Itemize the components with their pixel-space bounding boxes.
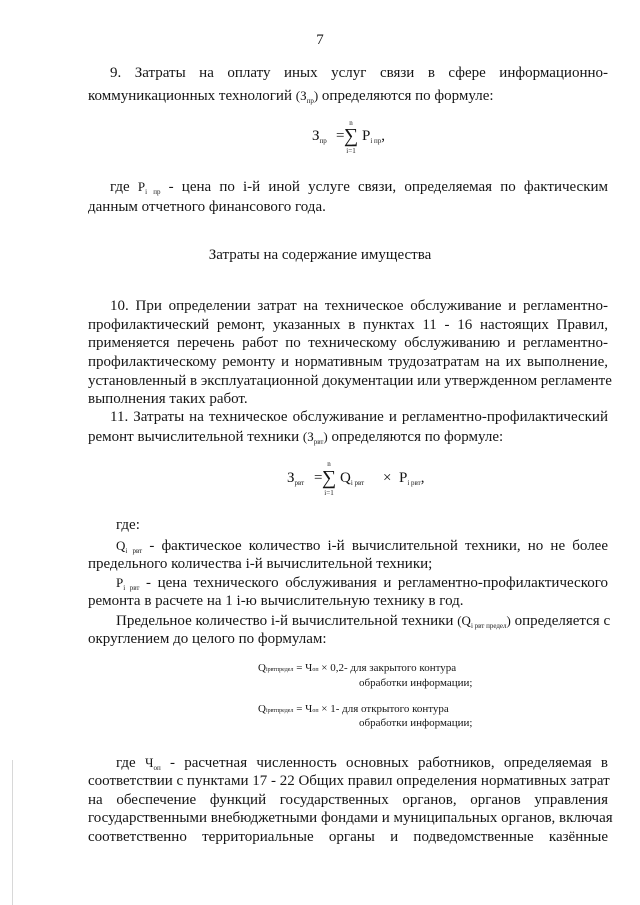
p10-line-4: профилактическому ремонту и нормативным трудозатратам на их выполнение,	[88, 354, 608, 370]
p9-where-line-2: данным отчетного финансового года.	[88, 199, 326, 215]
p11-q-line-1: $Q_{i рвт}$ - фактическое количество i-й вычислительной техники, но не более	[116, 538, 608, 555]
limit-formula-open-cont: обработки информации;	[359, 717, 473, 729]
p10-line-1: 10. При определении затрат на техническое обслуживание и регламентно-	[110, 298, 608, 314]
p10-line-3: применяется перечень работ по техническому обслуживанию и регламентно-	[88, 335, 608, 351]
limit-formula-closed-cont: обработки информации;	[359, 677, 473, 689]
p11-limit-line-1: Предельное количество i-й вычислительной техники $(Q_{i рвт предел})$ определяется с	[116, 613, 611, 630]
p9-line-1: 9. Затраты на оплату иных услуг связи в сфере информационно-	[110, 65, 608, 81]
last-line-4: государственными внебюджетными фондами и муниципальных органов, включая	[88, 810, 613, 826]
p10-line-2: профилактический ремонт, указанных в пунктах 11 - 16 настоящих Правил,	[88, 317, 608, 333]
p10-line-6: выполнения таких работ.	[88, 391, 248, 407]
p9-where-line-1: где $P_{i пр}$ - цена по i-й иной услуге связи, определяемая по фактическим	[110, 179, 609, 196]
last-line-1: где $Ч_{оп}$ - расчетная численность основных работников, определяемая в	[116, 755, 608, 772]
p11-line-2: ремонт вычислительной техники $(З_{рвт})$ определяются по формуле:	[88, 429, 504, 446]
p9-line-2: коммуникационных технологий $(З_{пр})$ определяются по формуле:	[88, 88, 494, 105]
p11-q-line-2: предельного количества i-й вычислительной техники;	[88, 556, 433, 572]
p11-where-label: где:	[116, 517, 140, 533]
p10-line-5: установленный в эксплуатационной документации или утвержденном регламенте	[88, 373, 612, 389]
section-heading: Затраты на содержание имущества	[208, 247, 432, 263]
last-line-2: соответствии с пунктами 17 - 22 Общих правил определения нормативных затрат	[88, 773, 610, 789]
p11-p-line-1: $P_{i рвт}$ - цена технического обслуживания и регламентно-профилактического	[116, 575, 608, 592]
document-page: 7 9. Затраты на оплату иных услуг связи в сфере информационно- коммуникационных технологий $(З_{пр})$ определяются по формуле: $З_{пр}$ = n ∑ i=1 $P_{i пр}$, где $P_{i пр}$ - цена по i-й иной услуге связи, определяемая по фактическим данным отчетного финансового года. Затраты на содержание имущества 10. При определении затрат на техническое обслуживание и регламентно- профилактический ремонт, указанных в пунктах 11 - 16 настоящих Правил, применяется перечень работ по техническому обслуживанию и регламентно- профилактическому ремонту и нормативным трудозатратам на их выполнение, установленный в эксплуатационной документации или утвержденном регламенте выполнения таких работ. 11. Затраты на техническое обслуживание и регламентно-профилактический ремонт вычислительной техники $(З_{рвт})$ определяются по формуле: $З_{рвт}$ = n ∑ i=1 $Q_{i рвт}$ × $P_{i рвт}$, где: $Q_{i рвт}$ - фактическое количество i-й вычислительной техники, но не более предельного количества i-й вычислительной техники; $P_{i рвт}$ - цена технического обслуживания и регламентно-профилактического ремонта в расчете на 1 i-ю вычислительную технику в год. Предельное количество i-й вычислительной техники $(Q_{i рвт предел})$ определяется с округлением до целого по формулам: Qiрвтпредел = Чоп × 0,2- для закрытого контура обработки информации; Qiрвтпредел = Чоп × 1- для открытого контура обработки информации; где $Ч_{оп}$ - расчетная численность основных работников, определяемая в соответствии с пунктами 17 - 22 Общих правил определения нормативных затрат на обеспечение функций государственных органов, органов управления государственными внебюджетными фондами и муниципальных органов, включая соответственно территориальные органы и подведомственные казённые	[0, 0, 640, 905]
p11-p-line-2: ремонта в расчете на 1 i-ю вычислительную технику в год.	[88, 593, 464, 609]
scan-edge-line	[12, 760, 13, 905]
p11-line-1: 11. Затраты на техническое обслуживание и регламентно-профилактический	[110, 409, 608, 425]
limit-formula-closed: Qiрвтпредел = Чоп × 0,2- для закрытого контура	[258, 662, 457, 674]
last-line-3: на обеспечение функций государственных органов, органов управления	[88, 792, 608, 808]
page-number: 7	[316, 32, 324, 48]
p11-limit-line-2: округлением до целого по формулам:	[88, 631, 327, 647]
limit-formula-open: Qiрвтпредел = Чоп × 1- для открытого контура	[258, 703, 449, 715]
last-line-5: соответственно территориальные органы и подведомственные казённые	[88, 829, 608, 845]
